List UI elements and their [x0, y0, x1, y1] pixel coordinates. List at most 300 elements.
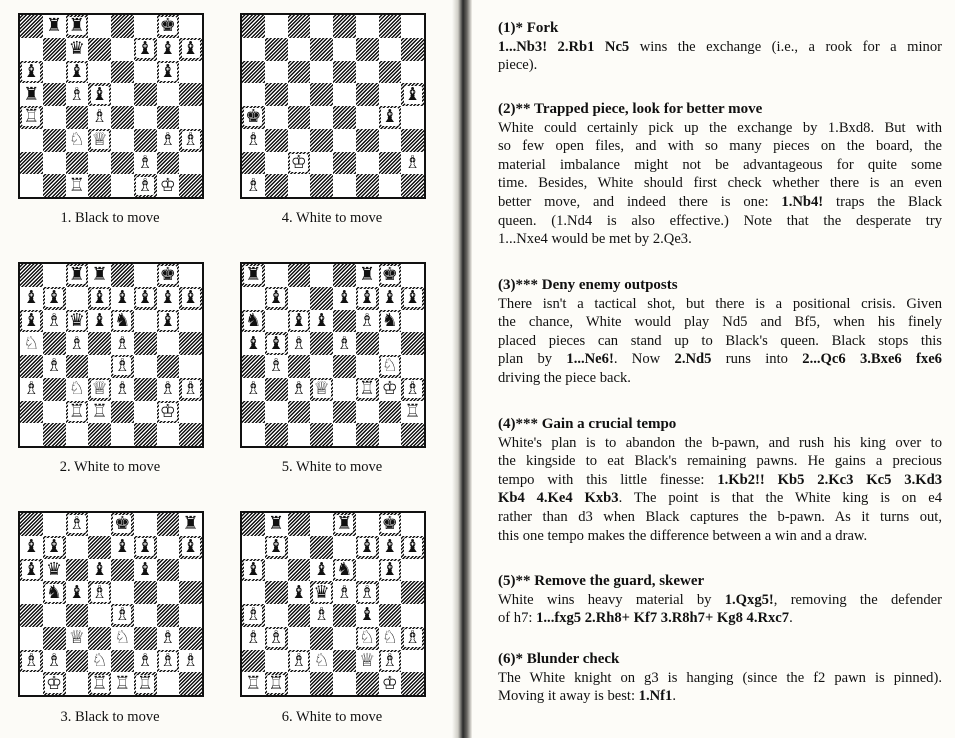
- square-d4: [88, 106, 111, 129]
- square-a2: [242, 401, 265, 424]
- square-e6: [333, 559, 356, 582]
- solution-line: White wins heavy material by 1.Qxg5!, removing the defender: [498, 591, 942, 608]
- piece: ♗: [245, 627, 262, 649]
- piece: ♖: [91, 672, 108, 694]
- square-f4: [134, 106, 157, 129]
- square-c6: [288, 310, 311, 333]
- square-a8: [20, 264, 43, 287]
- square-b4: [43, 604, 66, 627]
- square-b1: [265, 423, 288, 446]
- square-c7: [288, 38, 311, 61]
- square-a2: [242, 152, 265, 175]
- piece: ♖: [359, 378, 376, 400]
- square-g3: [379, 627, 402, 650]
- square-b2: [265, 650, 288, 673]
- square-a6: [242, 310, 265, 333]
- square-b7: [265, 38, 288, 61]
- chess-diagram-2: [18, 262, 204, 448]
- square-f3: [134, 627, 157, 650]
- square-h8: [179, 513, 202, 536]
- square-f1: [134, 174, 157, 197]
- square-h3: [401, 378, 424, 401]
- square-b6: [265, 61, 288, 84]
- square-g1: [379, 174, 402, 197]
- piece: ♞: [336, 558, 353, 580]
- piece: ♜: [91, 264, 108, 286]
- square-g6: [379, 559, 402, 582]
- square-g8: [157, 513, 180, 536]
- square-c4: [66, 604, 89, 627]
- square-g4: [379, 106, 402, 129]
- square-c7: [288, 536, 311, 559]
- square-e5: [111, 83, 134, 106]
- piece: ♝: [290, 309, 307, 331]
- piece: ♗: [114, 378, 131, 400]
- square-f6: [134, 310, 157, 333]
- square-c5: [288, 332, 311, 355]
- square-h2: [179, 650, 202, 673]
- square-c1: [288, 174, 311, 197]
- square-h4: [179, 355, 202, 378]
- square-e3: [111, 129, 134, 152]
- square-a3: [20, 627, 43, 650]
- square-c3: [288, 129, 311, 152]
- square-h6: [179, 310, 202, 333]
- square-e8: [111, 513, 134, 536]
- square-g5: [379, 83, 402, 106]
- piece: ♗: [336, 332, 353, 354]
- square-a4: [20, 604, 43, 627]
- square-d1: [88, 423, 111, 446]
- square-d8: [310, 15, 333, 38]
- square-g7: [379, 287, 402, 310]
- piece: ♝: [137, 536, 154, 558]
- piece: ♗: [268, 355, 285, 377]
- square-d5: [310, 83, 333, 106]
- piece: ♔: [381, 672, 398, 694]
- square-c8: [66, 513, 89, 536]
- square-h5: [179, 581, 202, 604]
- square-g7: [379, 38, 402, 61]
- square-b7: [43, 536, 66, 559]
- piece: ♗: [359, 309, 376, 331]
- solution-line: tempo with this little finesse: 1.Kb2!! Kb5 2.Kc3 Kc5 3.Kd3: [498, 471, 942, 488]
- square-a8: [20, 513, 43, 536]
- square-b8: [43, 15, 66, 38]
- square-h1: [179, 423, 202, 446]
- square-c7: [288, 287, 311, 310]
- square-d8: [88, 15, 111, 38]
- piece: ♝: [91, 558, 108, 580]
- square-d1: [88, 672, 111, 695]
- square-e6: [333, 310, 356, 333]
- square-g8: [379, 264, 402, 287]
- square-e1: [111, 423, 134, 446]
- square-g8: [157, 264, 180, 287]
- piece: ♖: [68, 400, 85, 422]
- square-b8: [43, 264, 66, 287]
- square-a7: [242, 536, 265, 559]
- piece: ♝: [404, 83, 421, 105]
- square-a3: [20, 129, 43, 152]
- piece: ♝: [359, 604, 376, 626]
- square-b4: [265, 604, 288, 627]
- square-g2: [157, 152, 180, 175]
- square-h5: [401, 581, 424, 604]
- square-f8: [356, 264, 379, 287]
- square-a2: [242, 650, 265, 673]
- solution-line: Kb4 4.Ke4 Kxb3. The point is that the White king is on e4: [498, 490, 942, 507]
- square-e4: [333, 355, 356, 378]
- square-e2: [333, 650, 356, 673]
- chess-board: [20, 264, 202, 446]
- square-g7: [157, 287, 180, 310]
- piece: ♝: [23, 309, 40, 331]
- piece: ♛: [46, 558, 63, 580]
- solution-line: time. Besides, White should first check whether there is an even: [498, 175, 942, 192]
- square-d5: [310, 581, 333, 604]
- solution-line: piece).: [498, 57, 538, 74]
- square-e2: [333, 401, 356, 424]
- square-f7: [356, 38, 379, 61]
- square-e5: [333, 581, 356, 604]
- square-a4: [242, 355, 265, 378]
- square-b8: [265, 513, 288, 536]
- piece: ♗: [404, 627, 421, 649]
- square-h1: [401, 174, 424, 197]
- square-f3: [134, 129, 157, 152]
- square-e7: [333, 287, 356, 310]
- piece: ♝: [91, 309, 108, 331]
- piece: ♗: [404, 151, 421, 173]
- piece: ♗: [336, 581, 353, 603]
- piece: ♞: [46, 581, 63, 603]
- square-a6: [20, 559, 43, 582]
- square-a8: [20, 15, 43, 38]
- piece: ♗: [137, 151, 154, 173]
- piece: ♜: [68, 15, 85, 37]
- piece: ♗: [114, 332, 131, 354]
- square-a5: [20, 581, 43, 604]
- square-f2: [356, 401, 379, 424]
- piece: ♛: [313, 581, 330, 603]
- square-g4: [379, 355, 402, 378]
- square-h7: [401, 536, 424, 559]
- square-h2: [401, 152, 424, 175]
- piece: ♗: [245, 129, 262, 151]
- square-f1: [356, 672, 379, 695]
- solution-line: White could certainly pick up the exchange by 1.Bxd8. But with: [498, 119, 942, 136]
- solution-line: this one tempo makes the difference between a win and a draw.: [498, 527, 868, 544]
- piece: ♝: [404, 536, 421, 558]
- square-a2: [20, 650, 43, 673]
- piece: ♘: [381, 627, 398, 649]
- square-b1: [43, 423, 66, 446]
- square-h2: [401, 401, 424, 424]
- piece: ♝: [114, 536, 131, 558]
- square-e4: [333, 106, 356, 129]
- piece: ♗: [245, 174, 262, 196]
- square-d8: [310, 264, 333, 287]
- square-d3: [310, 129, 333, 152]
- piece: ♘: [359, 627, 376, 649]
- square-h2: [179, 401, 202, 424]
- piece: ♗: [290, 332, 307, 354]
- piece: ♝: [46, 287, 63, 309]
- square-f1: [356, 423, 379, 446]
- square-a4: [20, 355, 43, 378]
- square-d3: [88, 129, 111, 152]
- square-e3: [333, 378, 356, 401]
- square-c4: [66, 106, 89, 129]
- square-b2: [43, 401, 66, 424]
- piece: ♝: [91, 83, 108, 105]
- piece: ♝: [381, 558, 398, 580]
- square-e8: [111, 15, 134, 38]
- square-b6: [265, 310, 288, 333]
- square-f8: [356, 513, 379, 536]
- square-a6: [242, 559, 265, 582]
- square-d1: [88, 174, 111, 197]
- piece: ♝: [159, 287, 176, 309]
- square-c4: [288, 355, 311, 378]
- square-a8: [242, 264, 265, 287]
- piece: ♗: [114, 355, 131, 377]
- diagram-caption-3: 3. Black to move: [60, 709, 160, 725]
- square-c1: [288, 672, 311, 695]
- square-b5: [43, 332, 66, 355]
- square-h5: [179, 83, 202, 106]
- square-h2: [401, 650, 424, 673]
- chess-diagram-6: [240, 511, 426, 697]
- square-b5: [265, 83, 288, 106]
- square-d7: [310, 536, 333, 559]
- square-h7: [179, 287, 202, 310]
- square-d8: [310, 513, 333, 536]
- square-b1: [43, 174, 66, 197]
- square-e6: [111, 61, 134, 84]
- square-e4: [111, 106, 134, 129]
- square-f7: [134, 287, 157, 310]
- square-c1: [66, 423, 89, 446]
- square-d5: [88, 83, 111, 106]
- square-d4: [310, 604, 333, 627]
- square-e7: [333, 536, 356, 559]
- square-c8: [288, 513, 311, 536]
- square-f1: [134, 423, 157, 446]
- square-g2: [379, 152, 402, 175]
- square-g8: [157, 15, 180, 38]
- piece: ♗: [68, 332, 85, 354]
- square-b5: [265, 581, 288, 604]
- square-b1: [265, 174, 288, 197]
- solution-2: [498, 100, 942, 249]
- square-h7: [179, 536, 202, 559]
- piece: ♗: [245, 604, 262, 626]
- piece: ♗: [290, 649, 307, 671]
- piece: ♛: [68, 38, 85, 60]
- square-f2: [356, 152, 379, 175]
- square-d8: [88, 264, 111, 287]
- square-a2: [20, 152, 43, 175]
- piece: ♗: [137, 649, 154, 671]
- solution-heading: (4)*** Gain a crucial tempo: [498, 416, 677, 432]
- solution-line: better move, and indeed there is one: 1.Nb4! traps the Black: [498, 193, 943, 210]
- square-b3: [43, 378, 66, 401]
- square-g6: [379, 310, 402, 333]
- square-g8: [379, 15, 402, 38]
- square-a3: [242, 129, 265, 152]
- piece: ♝: [381, 536, 398, 558]
- square-a6: [242, 61, 265, 84]
- square-f7: [134, 38, 157, 61]
- square-d6: [310, 559, 333, 582]
- square-e1: [111, 672, 134, 695]
- square-c6: [288, 559, 311, 582]
- piece: ♜: [268, 513, 285, 535]
- square-d7: [88, 287, 111, 310]
- square-a8: [242, 15, 265, 38]
- piece: ♝: [182, 287, 199, 309]
- square-b5: [43, 581, 66, 604]
- square-f2: [134, 650, 157, 673]
- square-a5: [242, 581, 265, 604]
- piece: ♚: [245, 106, 262, 128]
- piece: ♗: [381, 649, 398, 671]
- square-e8: [333, 15, 356, 38]
- square-h8: [401, 264, 424, 287]
- square-c1: [288, 423, 311, 446]
- square-h4: [179, 604, 202, 627]
- square-g3: [379, 129, 402, 152]
- square-f6: [356, 559, 379, 582]
- square-e8: [111, 264, 134, 287]
- square-h6: [401, 310, 424, 333]
- piece: ♚: [381, 513, 398, 535]
- square-e5: [111, 581, 134, 604]
- piece: ♗: [359, 581, 376, 603]
- square-d4: [88, 604, 111, 627]
- square-f1: [356, 174, 379, 197]
- square-c2: [288, 152, 311, 175]
- piece: ♚: [159, 264, 176, 286]
- piece: ♚: [381, 264, 398, 286]
- square-d5: [88, 332, 111, 355]
- square-h6: [179, 559, 202, 582]
- square-a7: [20, 536, 43, 559]
- square-a6: [20, 61, 43, 84]
- square-d8: [88, 513, 111, 536]
- square-g4: [157, 106, 180, 129]
- square-h5: [401, 83, 424, 106]
- square-d2: [310, 152, 333, 175]
- piece: ♗: [245, 378, 262, 400]
- piece: ♗: [182, 129, 199, 151]
- square-d6: [310, 61, 333, 84]
- square-h3: [401, 627, 424, 650]
- square-e8: [333, 513, 356, 536]
- square-b3: [43, 129, 66, 152]
- square-h7: [401, 287, 424, 310]
- piece: ♝: [268, 332, 285, 354]
- piece: ♝: [159, 309, 176, 331]
- square-b8: [43, 513, 66, 536]
- square-d2: [310, 650, 333, 673]
- square-c5: [66, 332, 89, 355]
- square-h6: [179, 61, 202, 84]
- square-a7: [242, 38, 265, 61]
- square-h4: [401, 106, 424, 129]
- square-d7: [310, 38, 333, 61]
- square-c5: [288, 83, 311, 106]
- square-a5: [20, 83, 43, 106]
- piece: ♔: [381, 378, 398, 400]
- square-a7: [242, 287, 265, 310]
- square-f2: [356, 650, 379, 673]
- book-gutter: [452, 0, 472, 738]
- square-e1: [111, 174, 134, 197]
- piece: ♕: [91, 378, 108, 400]
- square-d3: [310, 378, 333, 401]
- square-b1: [265, 672, 288, 695]
- square-c3: [288, 627, 311, 650]
- square-a4: [20, 106, 43, 129]
- square-d3: [310, 627, 333, 650]
- square-e2: [111, 650, 134, 673]
- piece: ♔: [159, 400, 176, 422]
- square-g2: [379, 401, 402, 424]
- square-f4: [356, 604, 379, 627]
- piece: ♗: [137, 174, 154, 196]
- square-g3: [157, 378, 180, 401]
- piece: ♗: [68, 513, 85, 535]
- square-c2: [66, 401, 89, 424]
- square-g2: [379, 650, 402, 673]
- square-c4: [66, 355, 89, 378]
- square-g5: [157, 332, 180, 355]
- piece: ♗: [159, 627, 176, 649]
- square-f6: [356, 61, 379, 84]
- square-d6: [88, 310, 111, 333]
- piece: ♝: [313, 558, 330, 580]
- diagram-caption-6: 6. White to move: [281, 709, 383, 725]
- piece: ♖: [268, 672, 285, 694]
- piece: ♞: [114, 309, 131, 331]
- square-b8: [265, 15, 288, 38]
- square-h8: [179, 15, 202, 38]
- square-a5: [20, 332, 43, 355]
- piece: ♗: [159, 649, 176, 671]
- solution-line: There isn't a tactical shot, but there is a positional crisis. Given: [498, 295, 942, 312]
- piece: ♝: [182, 536, 199, 558]
- chess-diagram-1: [18, 13, 204, 199]
- square-e2: [333, 152, 356, 175]
- square-f5: [356, 83, 379, 106]
- solution-line: Moving it away is best: 1.Nf1.: [498, 688, 676, 705]
- square-f6: [134, 61, 157, 84]
- solution-line: the chance, White would play Nd5 and Bf5, when his finely: [498, 314, 942, 331]
- square-c3: [66, 129, 89, 152]
- chess-diagram-3: [18, 511, 204, 697]
- piece: ♝: [23, 536, 40, 558]
- solution-heading: (3)*** Deny enemy outposts: [498, 277, 678, 293]
- piece: ♝: [268, 536, 285, 558]
- square-a8: [242, 513, 265, 536]
- square-b7: [265, 536, 288, 559]
- square-h8: [179, 264, 202, 287]
- solution-4: [498, 415, 942, 545]
- solution-line: material imbalance might not be advantageous for quite some: [498, 156, 942, 173]
